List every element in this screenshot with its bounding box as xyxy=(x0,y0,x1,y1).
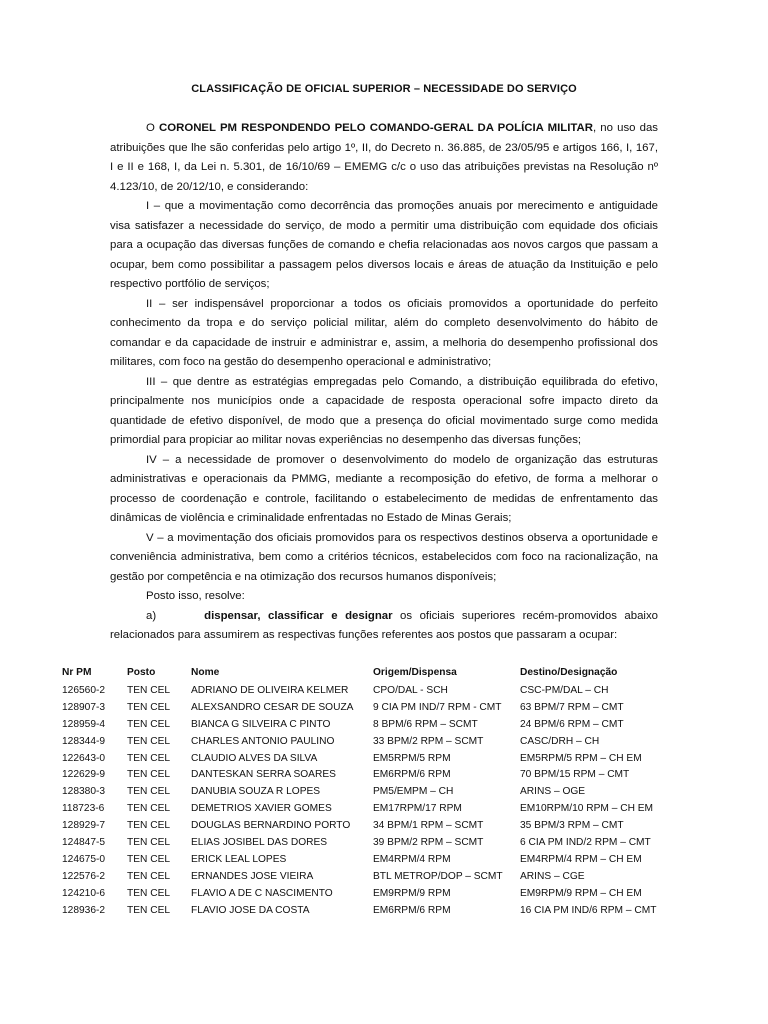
preamble-authority: CORONEL PM RESPONDENDO PELO COMANDO-GERAL DA POLÍCIA MILITAR xyxy=(159,122,593,134)
header-origem: Origem/Dispensa xyxy=(373,667,457,678)
officers-table xyxy=(62,667,680,921)
cell-nr-pm: 122576-2 xyxy=(62,870,106,882)
cell-nome: DANTESKAN SERRA SOARES xyxy=(191,769,336,781)
cell-destino: EM5RPM/5 RPM – CH EM xyxy=(520,752,642,764)
item-a-paragraph xyxy=(110,607,658,646)
cell-origem: 34 BPM/1 RPM – SCMT xyxy=(373,820,484,832)
table-header-row xyxy=(62,667,680,685)
preamble-rest: , no uso das atribuições que lhe são conferidas pelo artigo 1º, II, do Decreto n. 36.885, de 23/05/95 e artigos 166, I, 167, I e II e 168, I, da Lei n. 5.301, de 16/10/69 – EMEMG c/c o uso das atribuições previstas na Resolução nº 4.123/10, de 20/12/10, e considerando: xyxy=(110,122,658,193)
table-row xyxy=(62,905,680,922)
cell-origem: EM5RPM/5 RPM xyxy=(373,752,451,764)
consideration-3: III – que dentre as estratégias empregadas pelo Comando, a distribuição equilibrada do efetivo, principalmente nos municípios onde a capacidade de resposta operacional sofre impacto direto da quantidade de efetivo disponível, de modo que a presença do oficial movimentado surge como medida primordial para propiciar ao militar novas experiências no desempenho das diversas funções; xyxy=(110,375,658,446)
cell-posto: TEN CEL xyxy=(127,685,171,696)
cell-nome: ADRIANO DE OLIVEIRA KELMER xyxy=(191,685,349,696)
header-nome: Nome xyxy=(191,667,220,678)
cell-nome: BIANCA G SILVEIRA C PINTO xyxy=(191,718,331,730)
cell-destino: 16 CIA PM IND/6 RPM – CMT xyxy=(520,904,657,916)
table-row xyxy=(62,803,680,820)
cell-posto: TEN CEL xyxy=(127,769,171,781)
table-row xyxy=(62,753,680,770)
cell-posto: TEN CEL xyxy=(127,752,171,764)
cell-nome: CLAUDIO ALVES DA SILVA xyxy=(191,752,318,764)
cell-destino: ARINS – OGE xyxy=(520,786,586,798)
cell-destino: EM10RPM/10 RPM – CH EM xyxy=(520,803,654,815)
cell-destino: EM9RPM/9 RPM – CH EM xyxy=(520,887,642,899)
resolve-line: Posto isso, resolve: xyxy=(146,590,245,602)
cell-nome: DOUGLAS BERNARDINO PORTO xyxy=(191,820,351,832)
table-row xyxy=(62,820,680,837)
document-title: CLASSIFICAÇÃO DE OFICIAL SUPERIOR – NECESSIDADE DO SERVIÇO xyxy=(191,83,577,95)
cell-posto: TEN CEL xyxy=(127,887,171,899)
consideration-4: IV – a necessidade de promover o desenvolvimento do modelo de organização das estruturas administrativas e operacionais da PMMG, mediante a recomposição do efetivo, de forma a melhorar o processo de coordenação e controle, facilitando o estabelecimento de medidas de enfrentamento das dinâmicas de violência e criminalidade enfrentadas no Estado de Minas Gerais; xyxy=(110,453,658,524)
cell-nr-pm: 124210-6 xyxy=(62,887,106,899)
table-body xyxy=(62,685,680,921)
preamble-lead: O xyxy=(146,122,160,134)
table-row xyxy=(62,871,680,888)
cell-nr-pm: 128936-2 xyxy=(62,904,106,916)
table-row xyxy=(62,719,680,736)
table-row xyxy=(62,837,680,854)
cell-origem: 33 BPM/2 RPM – SCMT xyxy=(373,735,484,747)
consideration-2: II – ser indispensável proporcionar a todos os oficiais promovidos a oportunidade do perfeito conhecimento da tropa e do serviço policial militar, além do completo desenvolvimento do hábito de comandar e da capacidade de instruir e administrar e, assim, a melhoria do desempenho profissional dos militares, com foco na gestão do desempenho operacional e administrativo; xyxy=(110,297,658,368)
cell-destino: CASC/DRH – CH xyxy=(520,735,600,747)
item-a-action: dispensar, classificar e designar xyxy=(204,609,393,622)
table-row xyxy=(62,702,680,719)
cell-origem: EM17RPM/17 RPM xyxy=(373,803,462,815)
table-row xyxy=(62,736,680,753)
cell-posto: TEN CEL xyxy=(127,837,171,849)
cell-origem: EM6RPM/6 RPM xyxy=(373,904,451,916)
cell-origem: 9 CIA PM IND/7 RPM - CMT xyxy=(373,701,502,713)
header-nr-pm: Nr PM xyxy=(62,667,92,678)
cell-posto: TEN CEL xyxy=(127,718,171,730)
cell-origem: PM5/EMPM – CH xyxy=(373,786,454,798)
cell-destino: CSC-PM/DAL – CH xyxy=(520,685,609,696)
cell-nome: CHARLES ANTONIO PAULINO xyxy=(191,735,335,747)
cell-nome: FLAVIO A DE C NASCIMENTO xyxy=(191,887,333,899)
cell-nome: DEMETRIOS XAVIER GOMES xyxy=(191,803,332,815)
cell-origem: EM6RPM/6 RPM xyxy=(373,769,451,781)
cell-nome: ERICK LEAL LOPES xyxy=(191,853,287,865)
cell-destino: 6 CIA PM IND/2 RPM – CMT xyxy=(520,837,651,849)
header-destino: Destino/Designação xyxy=(520,667,618,678)
document-body xyxy=(110,119,658,646)
cell-posto: TEN CEL xyxy=(127,870,171,882)
cell-nome: FLAVIO JOSE DA COSTA xyxy=(191,904,310,916)
cell-nome: ERNANDES JOSE VIEIRA xyxy=(191,870,314,882)
cell-nr-pm: 122629-9 xyxy=(62,769,106,781)
cell-nome: ALEXSANDRO CESAR DE SOUZA xyxy=(191,701,354,713)
cell-nome: ELIAS JOSIBEL DAS DORES xyxy=(191,837,328,849)
item-a-label: a) xyxy=(146,609,157,622)
consideration-1: I – que a movimentação como decorrência das promoções anuais por merecimento e antiguidade visa satisfazer a necessidade do serviço, de modo a permitir uma distribuição com equidade dos oficiais para a ocupação das diversas funções de comando e chefia relacionadas aos novos cargos que passam a ocupar, bem como possibilitar a passagem pelos diversos locais e áreas de atuação da Instituição e pelo respectivo portfólio de serviços; xyxy=(110,200,658,290)
cell-nr-pm: 124847-5 xyxy=(62,837,106,849)
cell-posto: TEN CEL xyxy=(127,853,171,865)
cell-nr-pm: 128907-3 xyxy=(62,701,106,713)
table-row xyxy=(62,786,680,803)
cell-nr-pm: 128929-7 xyxy=(62,820,106,832)
cell-nr-pm: 128380-3 xyxy=(62,786,106,798)
cell-origem: CPO/DAL - SCH xyxy=(373,685,448,696)
cell-origem: 39 BPM/2 RPM – SCMT xyxy=(373,837,484,849)
cell-nr-pm: 122643-0 xyxy=(62,752,106,764)
cell-nr-pm: 124675-0 xyxy=(62,853,106,865)
cell-destino: 70 BPM/15 RPM – CMT xyxy=(520,769,630,781)
cell-nome: DANUBIA SOUZA R LOPES xyxy=(191,786,321,798)
cell-destino: 35 BPM/3 RPM – CMT xyxy=(520,820,624,832)
table-row xyxy=(62,854,680,871)
cell-nr-pm: 126560-2 xyxy=(62,685,106,696)
cell-posto: TEN CEL xyxy=(127,820,171,832)
item-a-rest: os oficiais superiores recém-promovidos abaixo relacionados para assumirem as respectivas funções referentes aos postos que passaram a ocupar: xyxy=(110,609,658,641)
table-row xyxy=(62,769,680,786)
consideration-5: V – a movimentação dos oficiais promovidos para os respectivos destinos observa a oportunidade e conveniência administrativa, bem como a critérios técnicos, estabelecidos com foco na racionalização, na gestão por competência e na otimização dos recursos humanos disponíveis; xyxy=(110,531,658,583)
cell-origem: BTL METROP/DOP – SCMT xyxy=(373,870,503,882)
cell-origem: 8 BPM/6 RPM – SCMT xyxy=(373,718,478,730)
table-row xyxy=(62,888,680,905)
cell-destino: ARINS – CGE xyxy=(520,870,585,882)
cell-posto: TEN CEL xyxy=(127,904,171,916)
cell-origem: EM9RPM/9 RPM xyxy=(373,887,451,899)
cell-posto: TEN CEL xyxy=(127,735,171,747)
preamble-paragraph xyxy=(110,119,658,197)
header-posto: Posto xyxy=(127,667,156,678)
cell-posto: TEN CEL xyxy=(127,701,171,713)
cell-destino: 63 BPM/7 RPM – CMT xyxy=(520,701,624,713)
cell-posto: TEN CEL xyxy=(127,803,171,815)
cell-nr-pm: 118723-6 xyxy=(62,803,105,815)
cell-destino: EM4RPM/4 RPM – CH EM xyxy=(520,853,642,865)
cell-nr-pm: 128959-4 xyxy=(62,718,106,730)
cell-nr-pm: 128344-9 xyxy=(62,735,106,747)
cell-posto: TEN CEL xyxy=(127,786,171,798)
cell-destino: 24 BPM/6 RPM – CMT xyxy=(520,718,624,730)
cell-origem: EM4RPM/4 RPM xyxy=(373,853,451,865)
table-row xyxy=(62,685,680,702)
